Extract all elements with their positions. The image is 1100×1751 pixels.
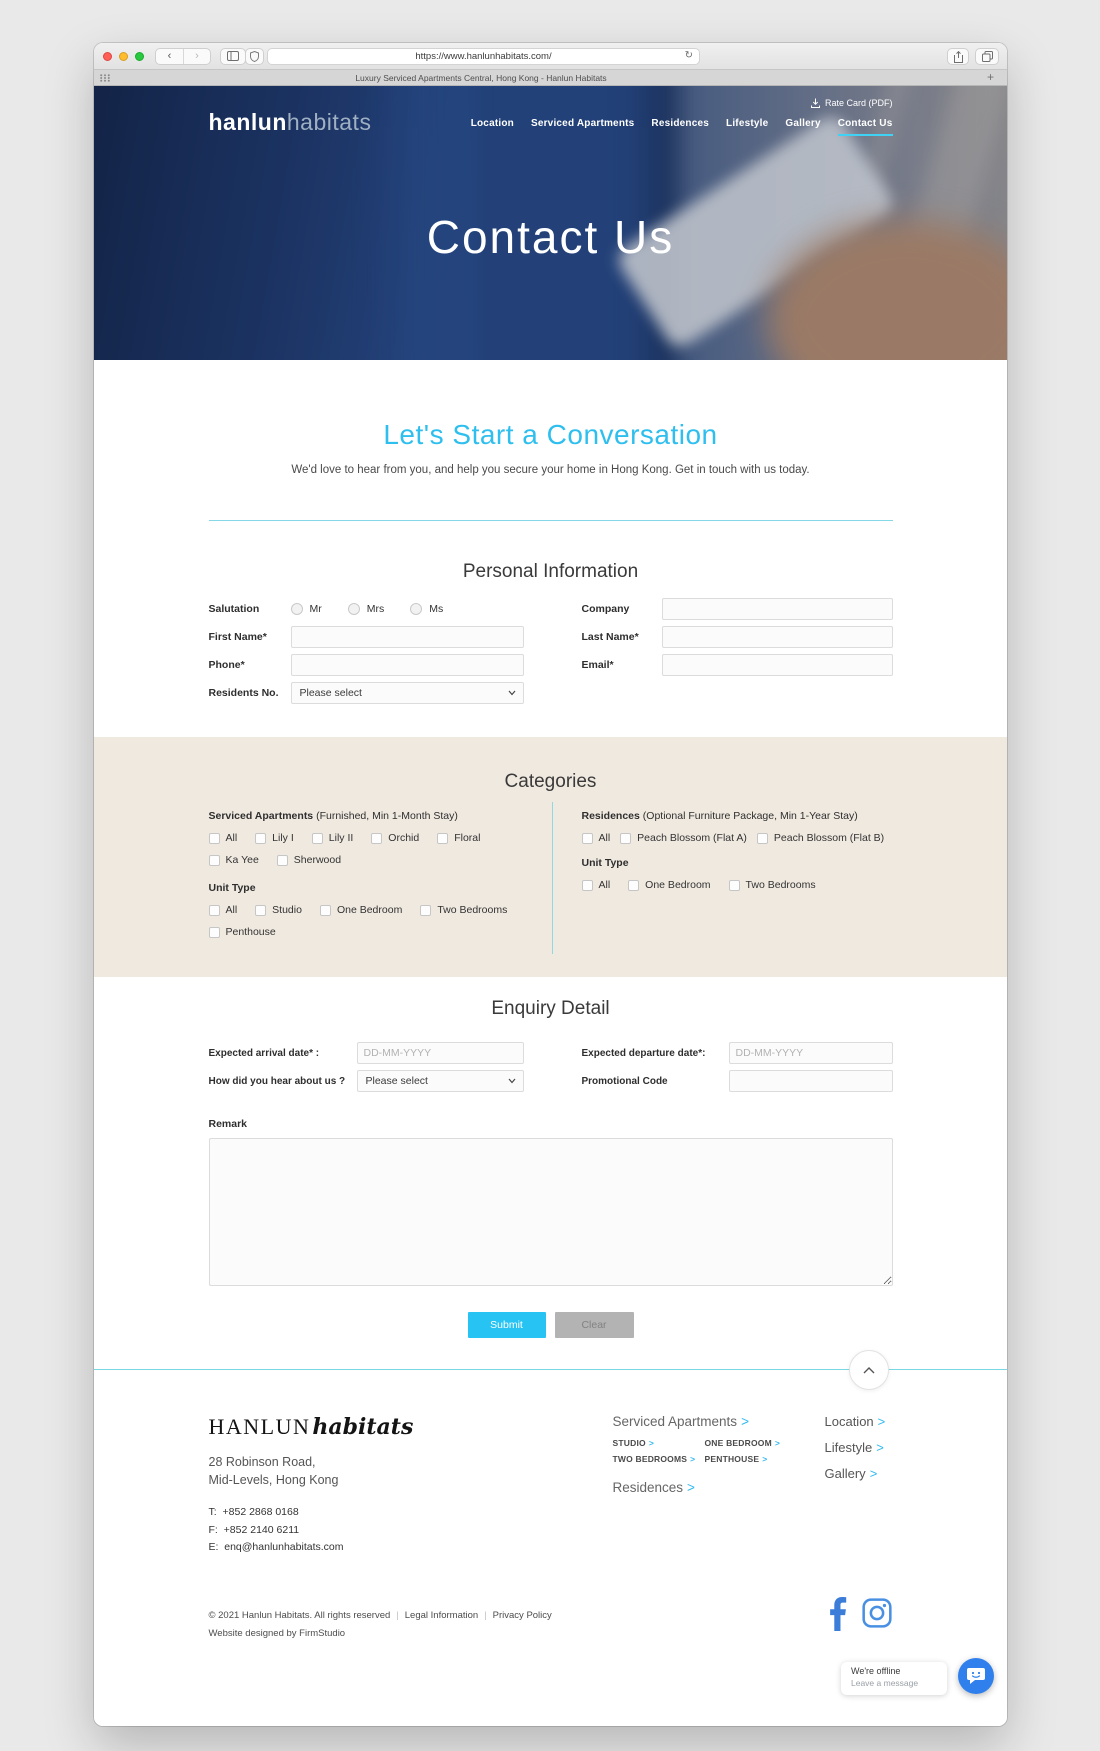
checkbox (420, 905, 431, 916)
nav-residences[interactable]: Residences (651, 118, 710, 129)
chevron-right-icon: > (687, 1480, 695, 1495)
checkbox-res-all[interactable]: All (582, 832, 611, 844)
zoom-window-button[interactable] (135, 52, 144, 61)
residents-no-label: Residents No. (208, 687, 279, 699)
chevron-right-icon: > (876, 1440, 884, 1455)
checkbox (620, 833, 631, 844)
footer-link-studio[interactable]: STUDIO > (612, 1438, 654, 1448)
remark-textarea[interactable] (209, 1138, 893, 1286)
url-text: https://www.hanlunhabitats.com/ (415, 51, 552, 62)
checkbox (209, 855, 220, 866)
privacy-policy-link[interactable]: Privacy Policy (492, 1610, 552, 1622)
footer-address: 28 Robinson Road, Mid-Levels, Hong Kong (208, 1455, 339, 1488)
footer-link-penthouse[interactable]: PENTHOUSE > (704, 1454, 768, 1464)
browser-window (94, 43, 1007, 1726)
salutation-label: Salutation (208, 603, 260, 615)
reload-icon[interactable]: ↻ (684, 50, 693, 61)
checkbox (209, 905, 220, 916)
promo-code-label: Promotional Code (581, 1075, 668, 1087)
nav-lifestyle[interactable]: Lifestyle (726, 118, 769, 129)
checkbox (371, 833, 382, 844)
categories-title: Categories (504, 771, 597, 792)
phone-label: Phone* (208, 659, 245, 671)
clear-button[interactable]: Clear (555, 1312, 634, 1338)
vertical-divider (552, 802, 553, 954)
checkbox (729, 880, 740, 891)
pinned-grid-icon[interactable] (100, 74, 110, 82)
checkbox (582, 833, 593, 844)
radio-circle (410, 603, 422, 615)
footer-link-location[interactable]: Location > (824, 1414, 886, 1429)
forward-button[interactable]: › (183, 49, 210, 64)
checkbox (320, 905, 331, 916)
chevron-right-icon: > (774, 1438, 781, 1448)
checkbox-studio[interactable]: Studio (255, 904, 302, 916)
chevron-up-icon (863, 1367, 875, 1374)
browser-toolbar (94, 43, 1007, 70)
serviced-apartments-heading: Serviced Apartments (Furnished, Min 1-Month Stay) (208, 810, 458, 822)
footer-link-two-bedrooms[interactable]: TWO BEDROOMS > (612, 1454, 696, 1464)
checkbox (757, 833, 768, 844)
remark-label: Remark (208, 1118, 248, 1130)
phone-input[interactable] (291, 654, 524, 676)
chevron-down-icon (508, 690, 516, 696)
shield-icon (250, 51, 259, 62)
salutation-radios (291, 603, 444, 615)
nav-location[interactable]: Location (470, 118, 514, 129)
download-icon (811, 98, 820, 108)
privacy-shield-button[interactable] (245, 48, 264, 65)
submit-button[interactable]: Submit (468, 1312, 546, 1338)
promo-code-input[interactable] (729, 1070, 893, 1092)
active-tab-title[interactable]: Luxury Serviced Apartments Central, Hong Kong - Hanlun Habitats (355, 72, 607, 83)
site-logo[interactable]: hanlunhabitats (208, 109, 372, 135)
sidebar-toggle-button[interactable] (220, 48, 246, 65)
intro-subtitle: We'd love to hear from you, and help you secure your home in Hong Kong. Get in touch with us today. (291, 464, 810, 476)
enquiry-detail-section (94, 977, 1007, 1370)
chevron-right-icon: > (648, 1438, 654, 1448)
checkbox-sa-unit-all[interactable]: All (209, 904, 238, 916)
personal-info-title: Personal Information (462, 561, 639, 582)
hear-about-us-select[interactable]: Please select (357, 1070, 524, 1092)
copyright-line: © 2021 Hanlun Habitats. All rights reserved | Legal Information | Privacy Policy (208, 1610, 552, 1622)
footer-link-one-bedroom[interactable]: ONE BEDROOM > (704, 1438, 781, 1448)
first-name-input[interactable] (291, 626, 524, 648)
checkbox-penthouse[interactable]: Penthouse (209, 926, 276, 938)
checkbox-res-one-bedroom[interactable]: One Bedroom (628, 879, 710, 891)
footer-link-lifestyle[interactable]: Lifestyle > (824, 1440, 884, 1455)
checkbox-one-bedroom[interactable]: One Bedroom (320, 904, 402, 916)
legal-information-link[interactable]: Legal Information (404, 1610, 479, 1622)
sa-unit-type-label: Unit Type (208, 882, 256, 894)
chevron-right-icon: > (741, 1414, 749, 1429)
nav-contact-us[interactable]: Contact Us (838, 118, 893, 136)
back-to-top-button[interactable] (849, 1350, 889, 1390)
footer-fax: F: +852 2140 6211 (208, 1523, 300, 1536)
radio-mr[interactable]: Mr (291, 603, 322, 615)
checkbox-res-unit-all[interactable]: All (582, 879, 611, 891)
checkbox (312, 833, 323, 844)
radio-circle (348, 603, 360, 615)
chat-bubble-icon (966, 1667, 986, 1685)
new-tab-button[interactable]: + (987, 70, 995, 84)
checkbox-peach-blossom-b[interactable]: Peach Blossom (Flat B) (757, 832, 884, 844)
res-unit-type-label: Unit Type (581, 857, 629, 869)
traffic-lights (103, 52, 144, 61)
email-input[interactable] (662, 654, 893, 676)
residents-no-select[interactable]: Please select (291, 682, 524, 704)
intro-heading: Let's Start a Conversation (383, 419, 718, 450)
departure-date-label: Expected departure date*: (581, 1047, 706, 1059)
checkbox-floral[interactable]: Floral (437, 832, 480, 844)
hear-about-us-label: How did you hear about us ? (208, 1075, 346, 1087)
minimize-window-button[interactable] (119, 52, 128, 61)
checkbox (209, 927, 220, 938)
email-label: Email* (581, 659, 614, 671)
sidebar-icon (227, 51, 239, 61)
radio-mrs[interactable]: Mrs (348, 603, 385, 615)
main-nav (471, 118, 893, 136)
checkbox (255, 833, 266, 844)
checkbox-res-two-bedrooms[interactable]: Two Bedrooms (729, 879, 816, 891)
chevron-right-icon: > (877, 1414, 886, 1429)
company-label: Company (581, 603, 630, 615)
footer-link-residences[interactable]: Residences > (612, 1480, 695, 1495)
footer-logo[interactable]: HANLUNhabitats (208, 1414, 414, 1440)
categories-section (94, 737, 1007, 977)
chevron-right-icon: > (869, 1466, 878, 1481)
radio-ms[interactable]: Ms (410, 603, 443, 615)
instagram-icon[interactable] (861, 1597, 893, 1636)
company-input[interactable] (662, 598, 893, 620)
address-bar[interactable] (267, 48, 700, 65)
chevron-right-icon: > (762, 1454, 768, 1464)
chat-launcher-button[interactable] (958, 1658, 994, 1694)
footer-tel: T: +852 2868 0168 (208, 1506, 299, 1519)
checkbox (255, 905, 266, 916)
checkbox-sa-all[interactable]: All (209, 832, 238, 844)
footer-link-gallery[interactable]: Gallery > (824, 1466, 878, 1481)
share-button[interactable] (947, 48, 969, 65)
back-button[interactable]: ‹ (167, 50, 172, 62)
checkbox (582, 880, 593, 891)
checkbox-two-bedrooms[interactable]: Two Bedrooms (420, 904, 507, 916)
hero-banner (94, 86, 1007, 360)
nav-serviced-apartments[interactable]: Serviced Apartments (530, 118, 635, 129)
chat-action-text: Leave a message (851, 1678, 919, 1688)
rate-card-link[interactable] (811, 98, 893, 108)
checkbox-lily-2[interactable]: Lily II (312, 832, 354, 844)
checkbox-peach-blossom-a[interactable]: Peach Blossom (Flat A) (620, 832, 747, 844)
checkbox (209, 833, 220, 844)
rate-card-label: Rate Card (PDF) (824, 98, 893, 108)
history-buttons (155, 48, 211, 65)
arrival-date-label: Expected arrival date* : (208, 1047, 320, 1059)
enquiry-detail-title: Enquiry Detail (491, 998, 610, 1019)
checkbox-sherwood[interactable]: Sherwood (277, 854, 341, 866)
chevron-down-icon (508, 1078, 516, 1084)
tab-bar (94, 70, 1007, 86)
arrival-date-input[interactable] (357, 1042, 524, 1064)
share-icon (954, 51, 963, 63)
radio-circle (291, 603, 303, 615)
chevron-right-icon: > (690, 1454, 696, 1464)
checkbox-lily-1[interactable]: Lily I (255, 832, 294, 844)
footer-contact (209, 1504, 613, 1556)
checkbox (437, 833, 448, 844)
first-name-label: First Name* (208, 631, 267, 643)
last-name-label: Last Name* (581, 631, 639, 643)
designed-by-line: Website designed by FirmStudio (208, 1628, 346, 1640)
tab-overview-button[interactable] (975, 48, 999, 65)
departure-date-input[interactable] (729, 1042, 893, 1064)
personal-information-section (94, 360, 1007, 737)
checkbox-ka-yee[interactable]: Ka Yee (209, 854, 259, 866)
close-window-button[interactable] (103, 52, 112, 61)
checkbox (277, 855, 288, 866)
residences-heading: Residences (Optional Furniture Package, Min 1-Year Stay) (581, 810, 858, 822)
chat-status-text: We're offline (851, 1666, 901, 1676)
page-title: Contact Us (426, 211, 675, 263)
tabs-icon (982, 51, 993, 62)
chat-status-card[interactable] (841, 1662, 947, 1695)
facebook-icon[interactable] (828, 1597, 848, 1636)
checkbox (628, 880, 639, 891)
footer-email[interactable]: E: enq@hanlunhabitats.com (208, 1540, 344, 1553)
checkbox-orchid[interactable]: Orchid (371, 832, 419, 844)
last-name-input[interactable] (662, 626, 893, 648)
footer-link-serviced-apartments[interactable]: Serviced Apartments > (612, 1414, 749, 1429)
nav-gallery[interactable]: Gallery (785, 118, 821, 129)
